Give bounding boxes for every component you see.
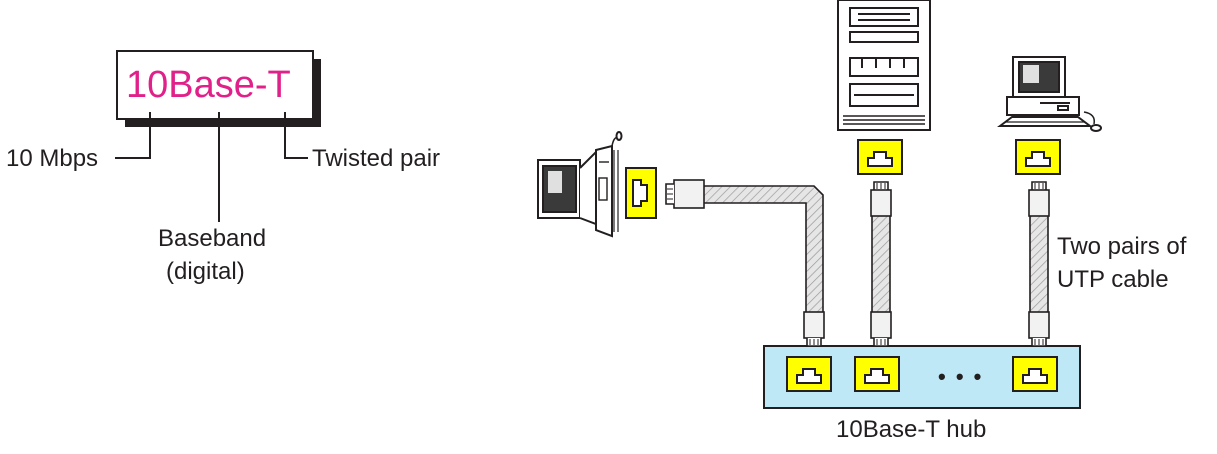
server-tower-icon [838, 0, 930, 174]
tower-workstation-icon [538, 132, 656, 236]
hub-port-3 [1013, 357, 1057, 391]
hub-port-1 [787, 357, 831, 391]
hub [764, 346, 1080, 408]
hub-ellipsis: • • • [938, 364, 984, 389]
name-connector-lines [115, 112, 308, 222]
cable-note-line2: UTP cable [1057, 266, 1169, 293]
hub-port-2 [855, 357, 899, 391]
cable-plugs [666, 180, 1049, 346]
speed-label: 10 Mbps [6, 145, 99, 172]
cable-right [1030, 210, 1048, 318]
desktop-computer-icon [1000, 57, 1101, 174]
signal-label-line2: (digital) [166, 258, 245, 285]
cable-note-line1: Two pairs of [1057, 233, 1187, 260]
signal-label-line1: Baseband [158, 225, 267, 252]
cable-left [696, 186, 823, 318]
cable-middle [872, 210, 890, 318]
medium-label: Twisted pair [312, 145, 441, 172]
name-box-text: 10Base-T [126, 64, 291, 106]
hub-label: 10Base-T hub [836, 416, 987, 443]
